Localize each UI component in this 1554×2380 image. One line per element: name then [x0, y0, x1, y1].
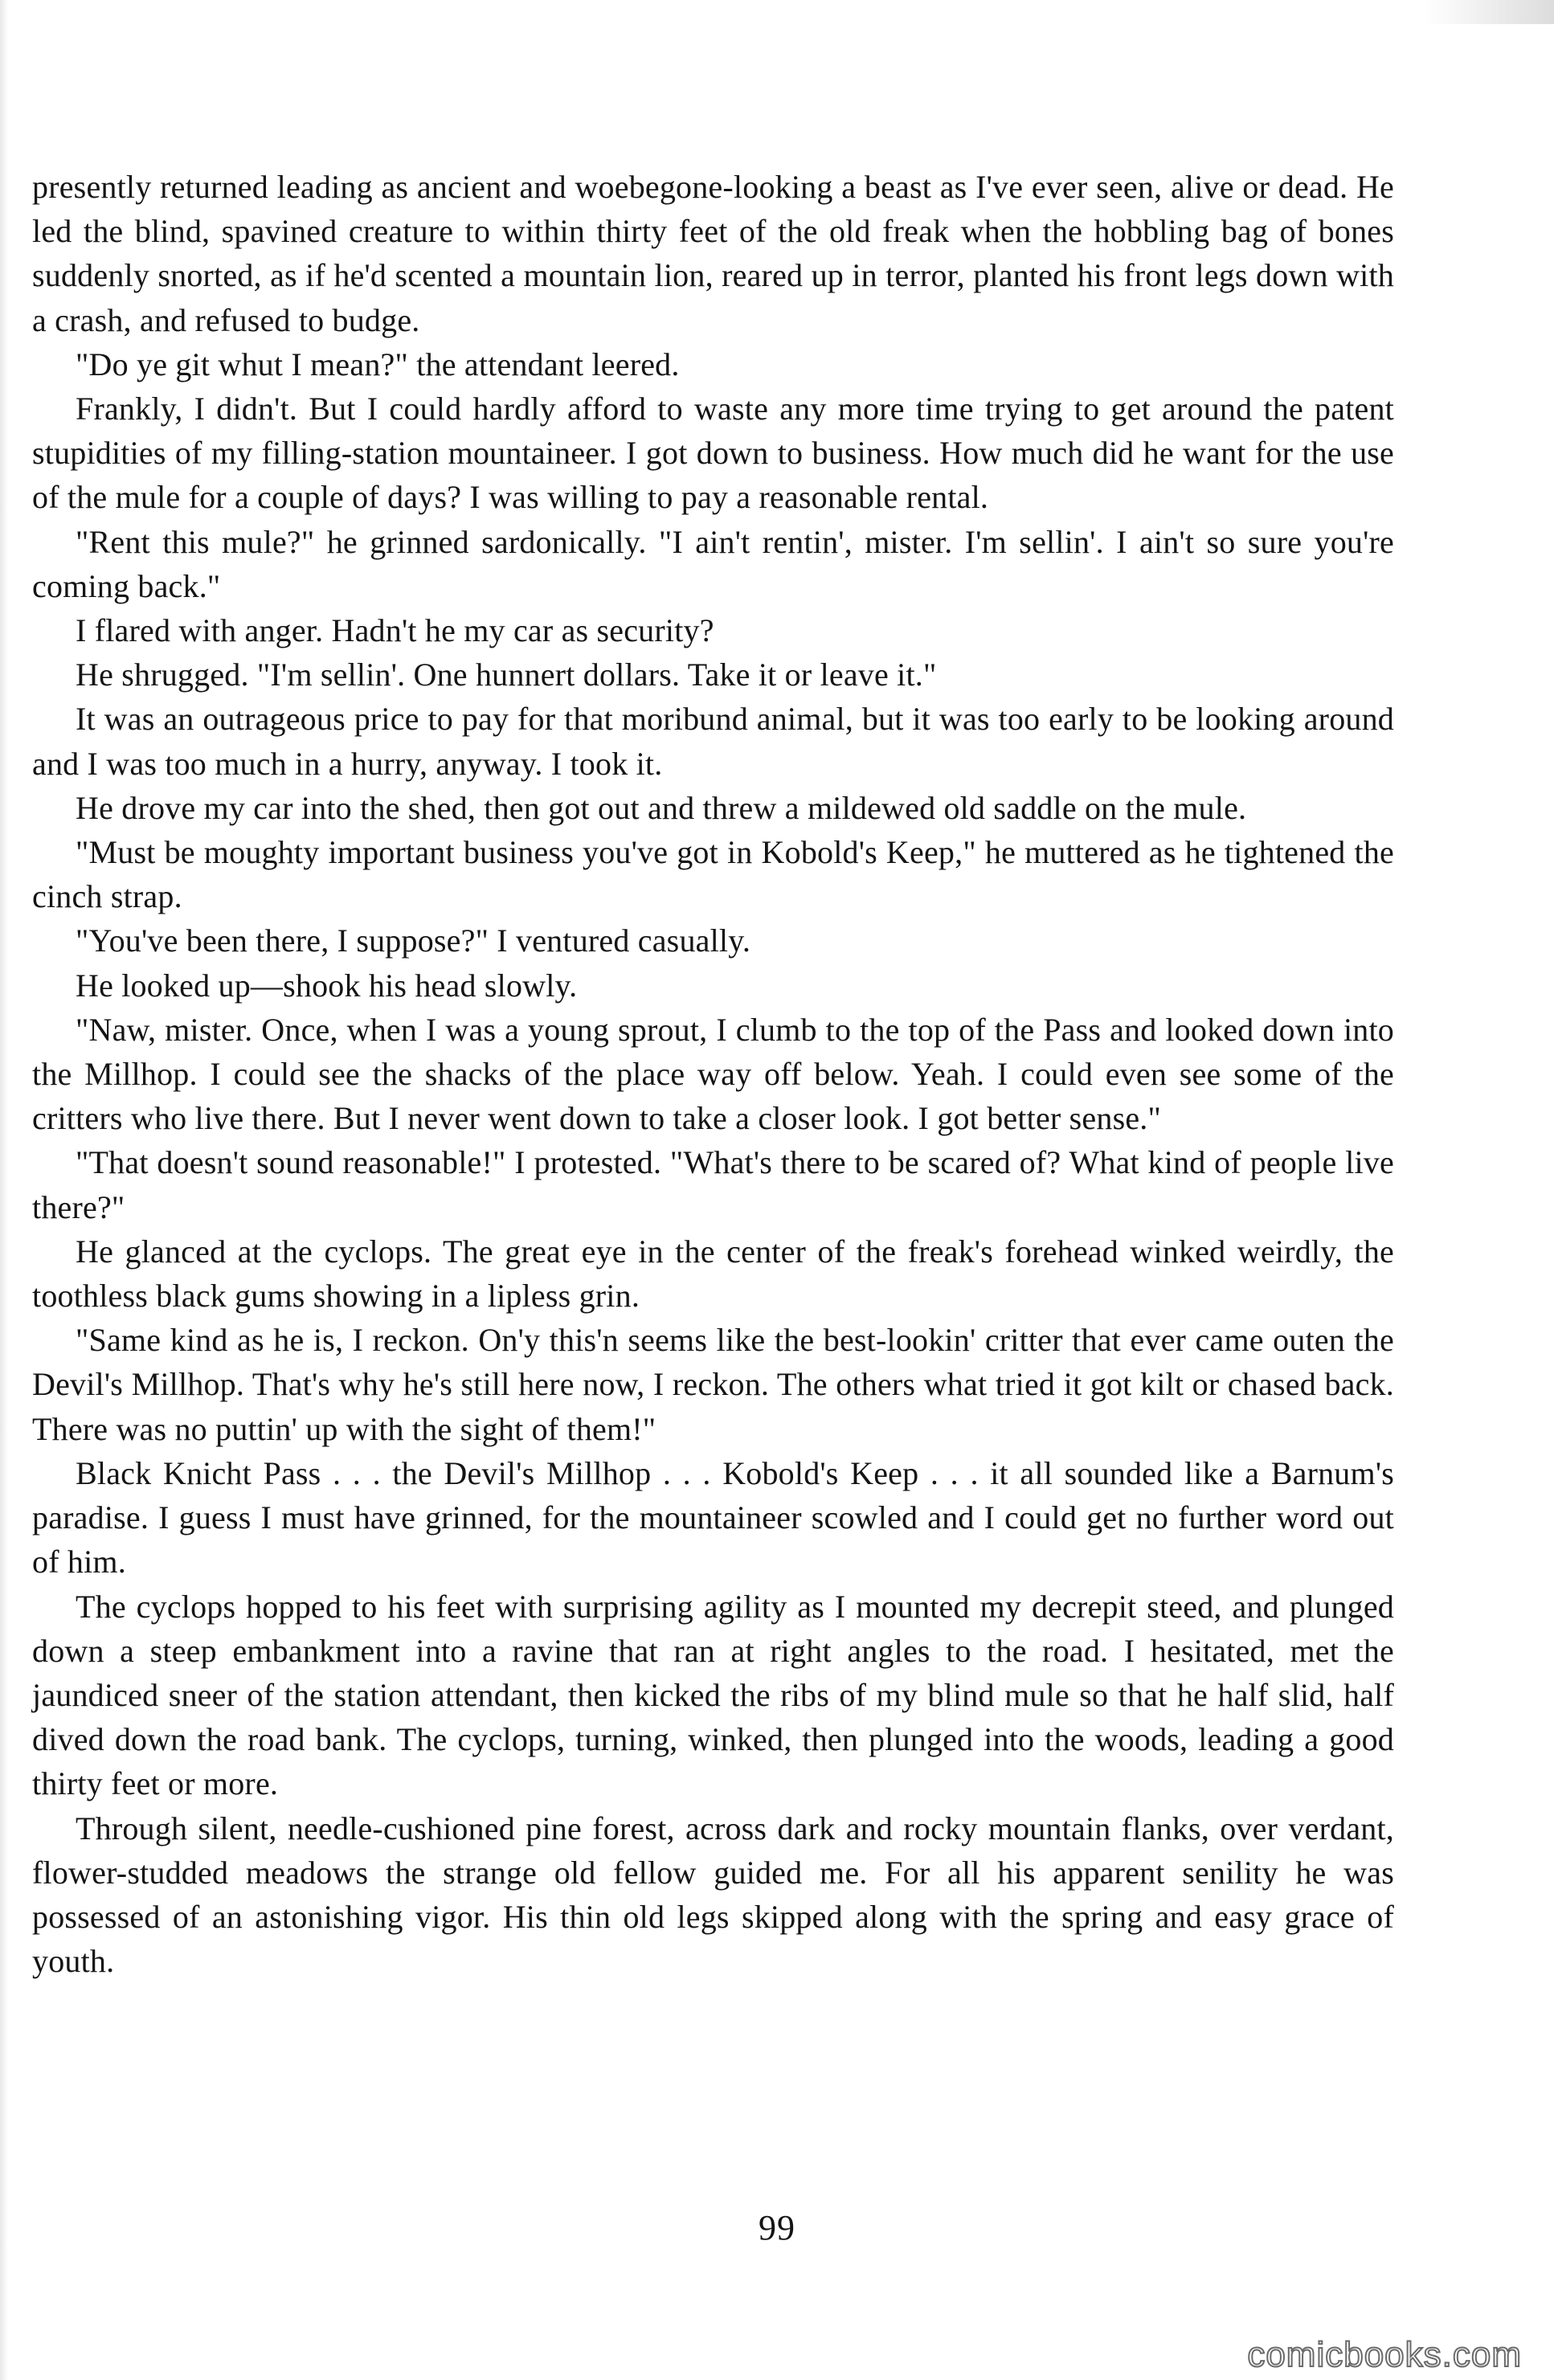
paragraph: "Do ye git whut I mean?" the attendant leered. — [76, 346, 680, 382]
page-number: 99 — [759, 2208, 795, 2247]
paragraph: "That doesn't sound reasonable!" I protested. "What's there to be scared of? What kind of people live there?" — [32, 1144, 1394, 1225]
paragraph: Frankly, I didn't. But I could hardly afford to waste any more time trying to get around the patent stupidities of my filling-station mountaineer. I got down to business. How much did he want for the use of the mule for a couple of days? I was willing to pay a reasonable rental. — [32, 391, 1394, 516]
paragraph: presently returned leading as ancient and woebegone-looking a beast as I've ever seen, alive or dead. He led the blind, spavined creature to within thirty feet of the old freak when the hobbling bag of bones suddenly snorted, as if he'd scented a mountain lion, reared up in terror, planted his front legs down with a crash, and refused to budge. — [32, 169, 1394, 338]
watermark-logo: comicbooks.com — [1247, 2335, 1522, 2374]
paragraph: "You've been there, I suppose?" I ventured casually. — [76, 922, 751, 959]
paragraph: He shrugged. "I'm sellin'. One hunnert dollars. Take it or leave it." — [76, 656, 937, 693]
paragraph: The cyclops hopped to his feet with surprising agility as I mounted my decrepit steed, and plunged down a steep embankment into a ravine that ran at right angles to the road. I hesitated, met the jaundiced sneer of the station attendant, then kicked the ribs of my blind mule so that he half slid, half dived down the road bank. The cyclops, turning, winked, then plunged into the woods, leading a good thirty feet or more. — [32, 1588, 1394, 1802]
paragraph: I flared with anger. Hadn't he my car as security? — [76, 612, 714, 649]
paragraph: "Naw, mister. Once, when I was a young sprout, I clumb to the top of the Pass and looked down into the Millhop. I could see the shacks of the place way off below. Yeah. I could even see some of the critters who live there. But I never went down to take a closer look. I got better sense." — [32, 1011, 1394, 1137]
paragraph: Through silent, needle-cushioned pine forest, across dark and rocky mountain flanks, over verdant, flower-studded meadows the strange old fellow guided me. For all his apparent senility he was possessed of an astonishing vigor. His thin old legs skipped along with the spring and easy grace of youth. — [32, 1810, 1394, 1980]
paragraph: Black Knicht Pass . . . the Devil's Millhop . . . Kobold's Keep . . . it all sounded like a Barnum's paradise. I guess I must have grinned, for the mountaineer scowled and I could get no further word out of him. — [32, 1454, 1394, 1581]
scan-corner-shadow — [1425, 0, 1554, 24]
paragraph: He looked up—shook his head slowly. — [76, 967, 578, 1004]
paragraph: "Same kind as he is, I reckon. On'y this'n seems like the best-lookin' critter that ever came outen the Devil's Millhop. That's why he's still here now, I reckon. The others what tried it got kilt or chased back. There was no puttin' up with the sight of them!" — [32, 1322, 1394, 1447]
paragraph: It was an outrageous price to pay for that moribund animal, but it was too early to be looking around and I was too much in a hurry, anyway. I took it. — [32, 701, 1394, 782]
scan-edge-shadow — [0, 0, 8, 2380]
paragraph: He glanced at the cyclops. The great eye in the center of the freak's forehead winked weirdly, the toothless black gums showing in a lipless grin. — [32, 1233, 1394, 1315]
body-text — [32, 165, 1394, 1983]
paragraph: "Rent this mule?" he grinned sardonically. "I ain't rentin', mister. I'm sellin'. I ain't so sure you're coming back." — [32, 523, 1394, 604]
paragraph: "Must be moughty important business you've got in Kobold's Keep," he muttered as he tightened the cinch strap. — [32, 834, 1394, 915]
paragraph: He drove my car into the shed, then got out and threw a mildewed old saddle on the mule. — [76, 789, 1247, 826]
